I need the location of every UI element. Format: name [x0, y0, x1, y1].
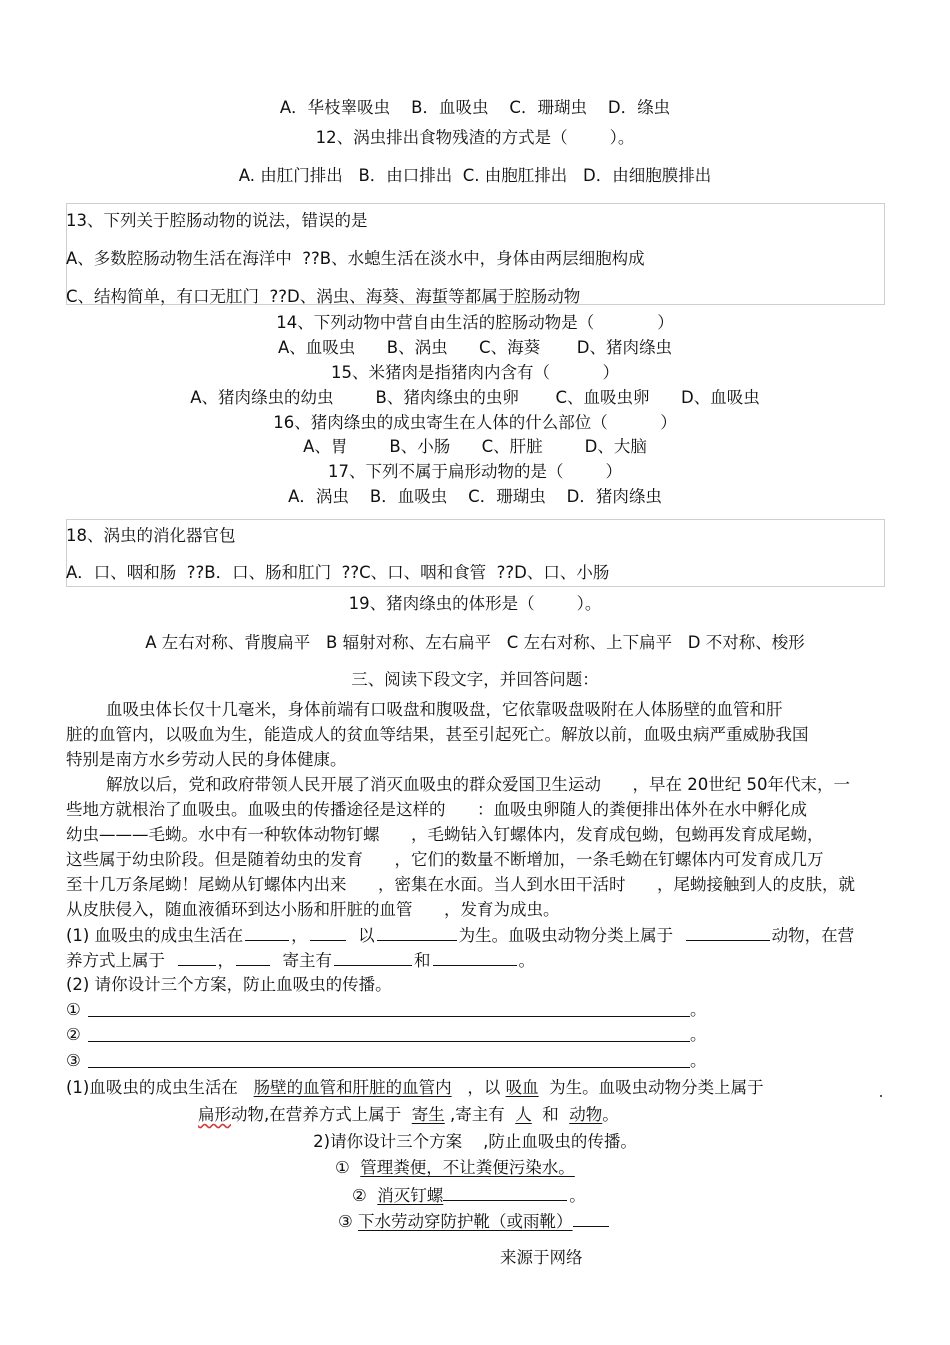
- answer-host-1: 人: [515, 1105, 532, 1124]
- passage-line: 从皮肤侵入，随血液循环到达小肠和肝脏的血管 ，发育为成虫。: [66, 900, 560, 919]
- q12-stem: 12、涡虫排出食物残渣的方式是（ ）。: [315, 128, 635, 147]
- q1-text: (1) 血吸虫的成虫生活在: [66, 926, 244, 945]
- answer-line-2: [198, 1105, 619, 1125]
- solution-period: 。: [569, 1186, 586, 1205]
- passage-line: 这些属于幼虫阶段。但是随着幼虫的发育 ，它们的数量不断增加，一条毛蚴在钉螺体内可发育成几万: [66, 850, 824, 869]
- q12-options: A. 由肛门排出 B．由口排出 C. 由胞肛排出 D．由细胞膜排出: [238, 166, 712, 185]
- plan-3-period: 。: [690, 1051, 707, 1070]
- solution-2: [352, 1185, 586, 1206]
- answer-line-1: [66, 1078, 764, 1098]
- plan-3-line[interactable]: [88, 1067, 690, 1068]
- q1-text: 养方式上属于: [66, 951, 165, 970]
- source-footer: 来源于网络: [500, 1248, 583, 1267]
- q1-text: 寄主有: [282, 951, 332, 970]
- q13-stem: 13、下列关于腔肠动物的说法，错误的是: [66, 211, 368, 230]
- q1-text: 动物，在营: [771, 926, 855, 945]
- solution-text: 管理粪便，不让粪便污染水。: [360, 1158, 575, 1177]
- passage-line: 脏的血管内，以吸血为生，能造成人的贫血等结果，甚至引起死亡。解放以前，血吸虫病严重威胁我国: [66, 725, 809, 744]
- solution-1: [335, 1158, 575, 1178]
- passage-line: 幼虫———毛蚴。水中有一种软体动物钉螺 ，毛蚴钻入钉螺体内，发育成包蚴，包蚴再发育成尾蚴，: [66, 825, 824, 844]
- q17-stem: 17、下列不属于扁形动物的是（ ）: [328, 462, 622, 481]
- passage-line: 至十几万条尾蚴！尾蚴从钉螺体内出来 ，密集在水面。当人到水田干活时 ，尾蚴接触到人的皮肤，就: [66, 875, 855, 894]
- q14-options: A、血吸虫 B、涡虫 C、海葵 D、猪肉绦虫: [278, 338, 672, 357]
- passage-line: 血吸虫体长仅十几毫米，身体前端有口吸盘和腹吸盘，它依靠吸盘吸附在人体肠壁的血管和肝: [106, 700, 783, 719]
- solution-marker: ③: [338, 1212, 353, 1231]
- answer-blank[interactable]: [334, 950, 412, 966]
- q16-stem: 16、猪肉绦虫的成虫寄生在人体的什么部位（ ）: [273, 413, 677, 432]
- q1-comma: ，: [217, 951, 234, 970]
- q19-options: A 左右对称、背腹扁平 B 辐射对称、左右扁平 C 左右对称、上下扁平 D 不对称、梭形: [145, 633, 805, 652]
- passage-line: 解放以后，党和政府带领人民开展了消灭血吸虫的群众爱国卫生运动 ，早在 20世纪 50年代末，一: [106, 775, 850, 794]
- answer-blank[interactable]: [245, 925, 289, 941]
- q17-options: A．涡虫 B．血吸虫 C．珊瑚虫 D．猪肉绦虫: [288, 487, 662, 506]
- q1-comma: ，: [291, 926, 308, 945]
- solution-3: [338, 1211, 611, 1232]
- q16-options: A、胃 B、小肠 C、肝脏 D、大脑: [303, 437, 647, 456]
- answer-text: 为生。血吸虫动物分类上属于: [549, 1078, 764, 1097]
- answer-text: (1)血吸虫的成虫生活在: [66, 1078, 238, 1097]
- q18-options: A．口、咽和肠 ??B．口、肠和肛门 ??C、口、咽和食管 ??D、口、小肠: [66, 563, 610, 582]
- q15-options: A、猪肉绦虫的幼虫 B、猪肉绦虫的虫卵 C、血吸虫卵 D、血吸虫: [190, 388, 760, 407]
- solution-text: 下水劳动穿防护靴（或雨靴）: [358, 1212, 573, 1231]
- question-1-line-2: [66, 950, 535, 971]
- q18-stem: 18、涡虫的消化器官包: [66, 526, 236, 545]
- answer-habitat: 肠壁的血管和肝脏的血管内: [253, 1078, 452, 1097]
- q19-stem: 19、猪肉绦虫的体形是（ ）。: [348, 594, 602, 613]
- answer-mode: 寄生: [411, 1105, 445, 1124]
- solution-marker: ①: [335, 1158, 350, 1177]
- question-2: (2) 请你设计三个方案，防止血吸虫的传播。: [66, 975, 392, 994]
- stray-dot: [880, 1095, 882, 1097]
- plan-2-marker: ②: [66, 1025, 81, 1044]
- answer-class: 扁形: [198, 1105, 231, 1124]
- answer-text: ,寄主有: [450, 1105, 505, 1124]
- q1-text: 为生。血吸虫动物分类上属于: [458, 926, 674, 945]
- answer-text: 。: [602, 1105, 619, 1124]
- answer-blank[interactable]: [310, 925, 346, 941]
- solution-underline: [443, 1185, 567, 1201]
- solution-underline: [573, 1211, 609, 1227]
- answer-text: 动物,在营养方式上属于: [231, 1105, 402, 1124]
- answer-food: 吸血: [505, 1078, 539, 1097]
- plan-2-period: 。: [690, 1025, 707, 1044]
- answer-blank[interactable]: [433, 950, 517, 966]
- q1-text: 以: [358, 926, 375, 945]
- passage-line: 些地方就根治了血吸虫。血吸虫的传播途径是这样的 ：血吸虫卵随人的粪便排出体外在水中孵化成: [66, 800, 807, 819]
- plan-1-period: 。: [690, 1000, 707, 1019]
- passage-line: 特别是南方水乡劳动人民的身体健康。: [66, 750, 347, 769]
- answer-line-3: 2)请你设计三个方案 ,防止血吸虫的传播。: [313, 1132, 637, 1151]
- reading-heading: 三、阅读下段文字，并回答问题：: [351, 670, 599, 689]
- q1-text: 和: [414, 951, 431, 970]
- answer-blank[interactable]: [236, 950, 270, 966]
- q14-stem: 14、下列动物中营自由生活的腔肠动物是（ ）: [276, 313, 674, 332]
- solution-marker: ②: [352, 1186, 367, 1205]
- answer-blank[interactable]: [178, 950, 216, 966]
- answer-host-2: 动物: [569, 1105, 603, 1124]
- solution-text: 消灭钉螺: [377, 1186, 444, 1205]
- answer-text: ，以: [467, 1078, 501, 1097]
- q13-options-cd: C、结构简单，有口无肛门 ??D、涡虫、海葵、海蜇等都属于腔肠动物: [66, 287, 581, 306]
- plan-3-marker: ③: [66, 1051, 81, 1070]
- plan-1-marker: ①: [66, 1000, 81, 1019]
- answer-blank[interactable]: [377, 925, 457, 941]
- answer-text: 和: [542, 1105, 559, 1124]
- answer-blank[interactable]: [686, 925, 770, 941]
- q13-options-ab: A、多数腔肠动物生活在海洋中 ??B、水螅生活在淡水中，身体由两层细胞构成: [66, 249, 645, 268]
- plan-1-line[interactable]: [88, 1016, 690, 1017]
- question-1-line-1: [66, 925, 854, 946]
- q11-options: A．华枝睾吸虫 B．血吸虫 C．珊瑚虫 D．绦虫: [279, 98, 671, 117]
- plan-2-line[interactable]: [88, 1041, 690, 1042]
- q1-end: 。: [518, 951, 535, 970]
- q15-stem: 15、米猪肉是指猪肉内含有（ ）: [331, 363, 619, 382]
